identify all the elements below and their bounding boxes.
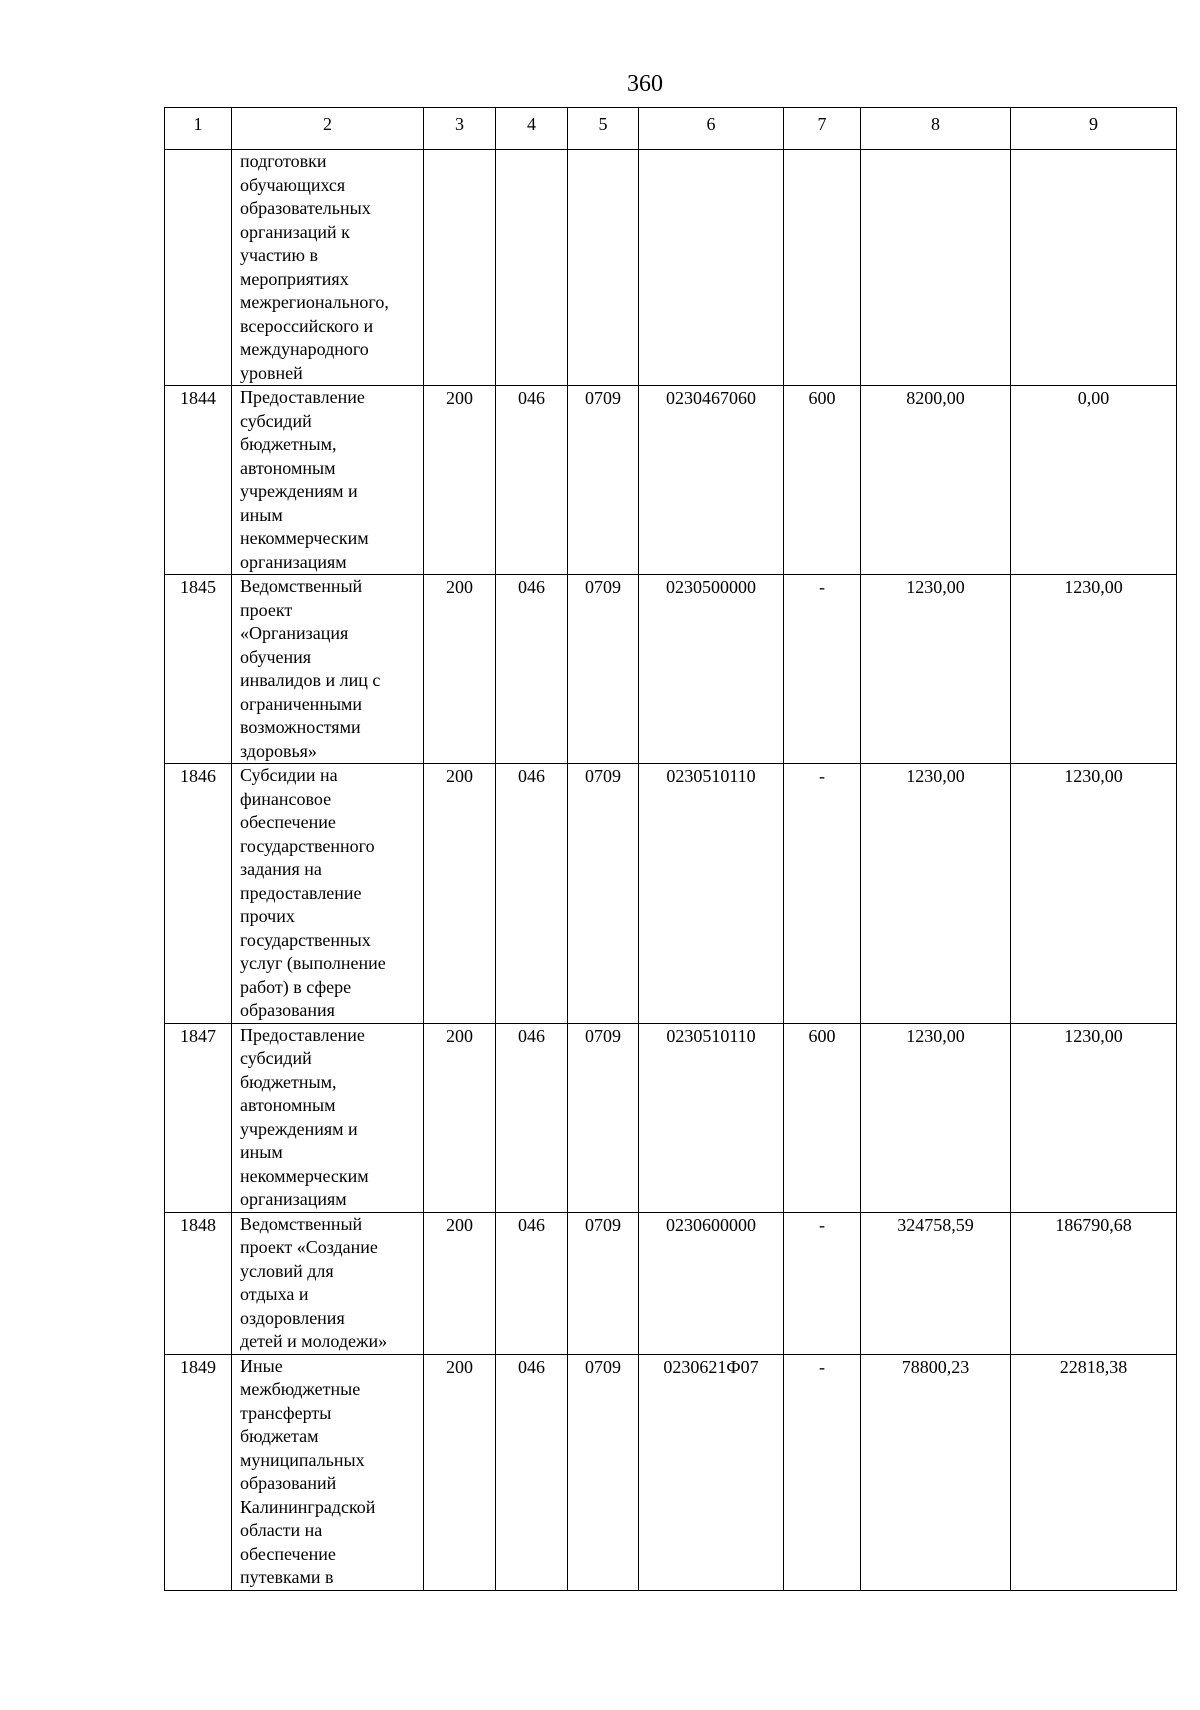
budget-table [164,107,1177,1591]
description-line: прочих [240,906,295,926]
description-line: бюджетным, [240,434,337,454]
column-header-7: 7 [784,108,861,150]
description-line: Иные [240,1355,283,1376]
row-number-cell [165,150,232,386]
amount-year-2-cell [1011,150,1177,386]
description-line: некоммерческим [240,1165,369,1186]
description-cell [232,575,424,764]
description-line: участию в [240,245,318,265]
description-line: межбюджетные [240,1379,361,1399]
table-row [165,386,1177,575]
expense-type-cell: - [784,1212,861,1354]
description-line: учреждениям и [240,481,358,501]
description-line: Ведомственный [240,1213,363,1234]
description-line: предоставление [240,882,362,903]
section-code-cell: 0709 [568,1023,639,1212]
column-header-3: 3 [424,108,496,150]
description-cell [232,1212,424,1354]
description-line: возможностями [240,717,361,737]
row-number-cell: 1849 [165,1354,232,1590]
description-line: проект «Создание [240,1237,378,1257]
description-line: образовательных [240,198,371,218]
row-number-cell: 1844 [165,386,232,575]
column-header-4: 4 [496,108,568,150]
amount-year-1-cell: 1230,00 [861,575,1011,764]
description-line: условий для [240,1260,334,1281]
table-row [165,575,1177,764]
description-line: обучающихся [240,174,346,195]
section-code-cell: 0709 [568,386,639,575]
ministry-code-cell: 200 [424,1212,496,1354]
department-code-cell: 046 [496,764,568,1024]
expense-type-cell: - [784,764,861,1024]
section-code-cell [568,150,639,386]
ministry-code-cell: 200 [424,1354,496,1590]
amount-year-2-cell: 186790,68 [1011,1212,1177,1354]
description-cell [232,1023,424,1212]
table-row [165,1212,1177,1354]
section-code-cell: 0709 [568,1212,639,1354]
table-row [165,764,1177,1024]
description-line: бюджетным, [240,1071,337,1092]
description-line: обучения [240,646,312,667]
description-line: области на [240,1520,323,1540]
department-code-cell: 046 [496,1354,568,1590]
amount-year-1-cell: 1230,00 [861,764,1011,1024]
description-line: ограниченными [240,693,363,714]
description-cell [232,150,424,386]
section-code-cell: 0709 [568,575,639,764]
description-line: субсидий [240,1048,312,1068]
column-header-1: 1 [165,108,232,150]
column-header-6: 6 [639,108,784,150]
description-line: подготовки [240,151,327,171]
row-number-cell: 1848 [165,1212,232,1354]
amount-year-1-cell: 324758,59 [861,1212,1011,1354]
description-line: мероприятиях [240,268,349,289]
description-line: межрегионального, [240,292,389,312]
amount-year-1-cell [861,150,1011,386]
description-line: трансферты [240,1402,332,1423]
row-number-cell: 1847 [165,1023,232,1212]
target-article-cell: 0230510110 [639,764,784,1024]
target-article-cell [639,150,784,386]
department-code-cell: 046 [496,1212,568,1354]
column-header-5: 5 [568,108,639,150]
expense-type-cell: 600 [784,386,861,575]
description-line: Субсидии на [240,765,338,785]
description-line: субсидий [240,410,312,431]
description-cell [232,1354,424,1590]
expense-type-cell [784,150,861,386]
description-line: Предоставление [240,387,365,407]
ministry-code-cell: 200 [424,764,496,1024]
description-line: учреждениям и [240,1118,358,1139]
department-code-cell: 046 [496,1023,568,1212]
expense-type-cell: - [784,575,861,764]
section-code-cell: 0709 [568,764,639,1024]
description-line: автономным [240,457,336,478]
description-line: уровней [240,362,303,383]
amount-year-1-cell: 8200,00 [861,386,1011,575]
description-line: оздоровления [240,1307,345,1328]
description-cell [232,386,424,575]
department-code-cell [496,150,568,386]
row-number-cell: 1846 [165,764,232,1024]
description-line: иным [240,504,283,525]
ministry-code-cell [424,150,496,386]
table-header [165,108,1177,150]
amount-year-2-cell: 22818,38 [1011,1354,1177,1590]
amount-year-2-cell: 1230,00 [1011,764,1177,1024]
target-article-cell: 0230621Ф07 [639,1354,784,1590]
description-line: организациям [240,1189,347,1209]
description-line: автономным [240,1095,336,1115]
ministry-code-cell: 200 [424,386,496,575]
table-row [165,1354,1177,1590]
department-code-cell: 046 [496,386,568,575]
description-line: образования [240,1000,335,1020]
target-article-cell: 0230510110 [639,1023,784,1212]
target-article-cell: 0230600000 [639,1212,784,1354]
description-line: обеспечение [240,812,336,832]
description-line: финансовое [240,788,332,809]
target-article-cell: 0230500000 [639,575,784,764]
description-line: всероссийского и [240,315,374,336]
ministry-code-cell: 200 [424,1023,496,1212]
description-line: работ) в сфере [240,976,352,997]
page-number: 360 [627,71,663,97]
target-article-cell: 0230467060 [639,386,784,575]
description-line: Предоставление [240,1024,365,1045]
description-line: организаций к [240,221,350,242]
description-cell [232,764,424,1024]
description-line: Ведомственный [240,576,363,596]
table-row [165,150,1177,386]
description-line: международного [240,339,369,359]
column-header-9: 9 [1011,108,1177,150]
description-line: государственных [240,929,371,950]
description-line: услуг (выполнение [240,953,386,973]
description-line: образований [240,1473,337,1493]
ministry-code-cell: 200 [424,575,496,764]
description-line: Калининградской [240,1496,376,1517]
table-body [165,150,1177,1591]
description-line: муниципальных [240,1449,365,1470]
amount-year-2-cell: 1230,00 [1011,575,1177,764]
section-code-cell: 0709 [568,1354,639,1590]
description-line: «Организация [240,623,349,643]
expense-type-cell: 600 [784,1023,861,1212]
amount-year-1-cell: 78800,23 [861,1354,1011,1590]
description-line: организациям [240,551,347,572]
department-code-cell: 046 [496,575,568,764]
description-line: государственного [240,835,375,856]
description-line: отдыха и [240,1284,309,1304]
description-line: бюджетам [240,1426,319,1446]
amount-year-1-cell: 1230,00 [861,1023,1011,1212]
amount-year-2-cell: 0,00 [1011,386,1177,575]
column-header-8: 8 [861,108,1011,150]
row-number-cell: 1845 [165,575,232,764]
description-line: здоровья» [240,740,317,761]
description-line: обеспечение [240,1543,336,1564]
table-row [165,1023,1177,1212]
description-line: путевками в [240,1567,334,1587]
description-line: задания на [240,859,322,879]
amount-year-2-cell: 1230,00 [1011,1023,1177,1212]
description-line: детей и молодежи» [240,1331,388,1351]
description-line: инвалидов и лиц с [240,670,381,690]
column-header-2: 2 [232,108,424,150]
description-line: некоммерческим [240,528,369,548]
expense-type-cell: - [784,1354,861,1590]
description-line: проект [240,599,293,620]
description-line: иным [240,1142,283,1162]
header-row [165,108,1177,150]
